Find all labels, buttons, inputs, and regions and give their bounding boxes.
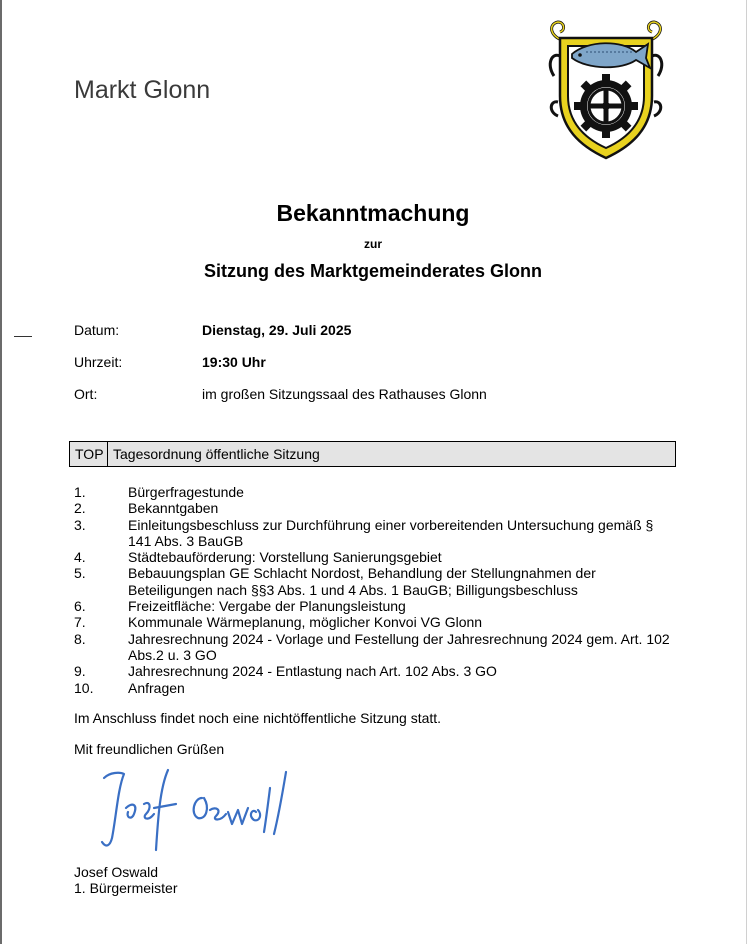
agenda-item-text: Anfragen bbox=[128, 679, 185, 696]
list-item bbox=[74, 484, 674, 500]
agenda-item-number: 8. bbox=[74, 630, 86, 647]
date-value: Dienstag, 29. Juli 2025 bbox=[202, 322, 352, 338]
agenda-item-text: Städtebauförderung: Vorstellung Sanierungsgebiet bbox=[128, 549, 442, 566]
list-item bbox=[74, 500, 674, 516]
agenda-item-text: Jahresrechnung 2024 - Entlastung nach Art. 102 Abs. 3 GO bbox=[128, 663, 497, 680]
list-item bbox=[74, 680, 674, 696]
fold-mark bbox=[14, 336, 32, 337]
list-item bbox=[74, 565, 674, 598]
agenda-item-number: 5. bbox=[74, 565, 86, 582]
agenda-item-number: 4. bbox=[74, 549, 86, 566]
agenda-item-number: 7. bbox=[74, 614, 86, 631]
document-title: Bekanntmachung bbox=[276, 200, 470, 226]
agenda-item-text: Bekanntgaben bbox=[128, 500, 219, 517]
title-connector: zur bbox=[364, 237, 382, 251]
list-item bbox=[74, 517, 674, 550]
agenda-col-title: Tagesordnung öffentliche Sitzung bbox=[113, 446, 320, 462]
signer-title: 1. Bürgermeister bbox=[74, 880, 178, 896]
agenda-item-number: 6. bbox=[74, 598, 86, 615]
signer-name: Josef Oswald bbox=[74, 864, 159, 880]
agenda-col-top: TOP bbox=[70, 442, 108, 466]
list-item bbox=[74, 614, 674, 630]
agenda-item-number: 3. bbox=[74, 516, 86, 533]
list-item bbox=[74, 663, 674, 679]
agenda-item-text: Bürgerfragestunde bbox=[128, 484, 244, 500]
agenda-item-number: 1. bbox=[74, 484, 86, 500]
agenda-table-header bbox=[69, 441, 676, 467]
agenda-item-number: 9. bbox=[74, 663, 86, 680]
agenda-item-text: Bebauungsplan GE Schlacht Nordost, Behandlung der Stellungnahmen der Beteiligungen nach §§3 Abs. 1 und 4 Abs. 1 BauGB; Billigungsbeschluss bbox=[128, 565, 596, 598]
date-label: Datum: bbox=[74, 322, 120, 338]
page-left-border bbox=[0, 0, 2, 944]
agenda-item-number: 10. bbox=[74, 679, 94, 696]
agenda-item-text: Freizeitfläche: Vergabe der Planungsleistung bbox=[128, 598, 406, 615]
municipality-name: Markt Glonn bbox=[74, 76, 211, 104]
list-item bbox=[74, 598, 674, 614]
closing-note: Im Anschluss findet noch eine nichtöffentliche Sitzung statt. bbox=[74, 710, 442, 726]
page-right-border bbox=[746, 0, 747, 944]
agenda-list bbox=[74, 484, 674, 696]
handwritten-signature-icon bbox=[98, 768, 308, 854]
agenda-item-text: Einleitungsbeschluss zur Durchführung einer vorbereitenden Untersuchung gemäß § 141 Abs. 3 BauGB bbox=[128, 516, 654, 549]
municipal-coat-of-arms-icon bbox=[548, 16, 664, 162]
place-value: im großen Sitzungssaal des Rathauses Glonn bbox=[202, 386, 487, 402]
agenda-item-text: Kommunale Wärmeplanung, möglicher Konvoi VG Glonn bbox=[128, 614, 483, 631]
list-item bbox=[74, 549, 674, 565]
agenda-item-number: 2. bbox=[74, 500, 86, 517]
closing-greeting: Mit freundlichen Grüßen bbox=[74, 741, 225, 757]
list-item bbox=[74, 631, 674, 664]
agenda-item-text: Jahresrechnung 2024 - Vorlage und Festellung der Jahresrechnung 2024 gem. Art. 102 Abs.2 u. 3 GO bbox=[128, 630, 670, 663]
document-subtitle: Sitzung des Marktgemeinderates Glonn bbox=[203, 261, 543, 281]
place-label: Ort: bbox=[74, 386, 98, 402]
time-label: Uhrzeit: bbox=[74, 354, 123, 370]
time-value: 19:30 Uhr bbox=[202, 354, 266, 370]
